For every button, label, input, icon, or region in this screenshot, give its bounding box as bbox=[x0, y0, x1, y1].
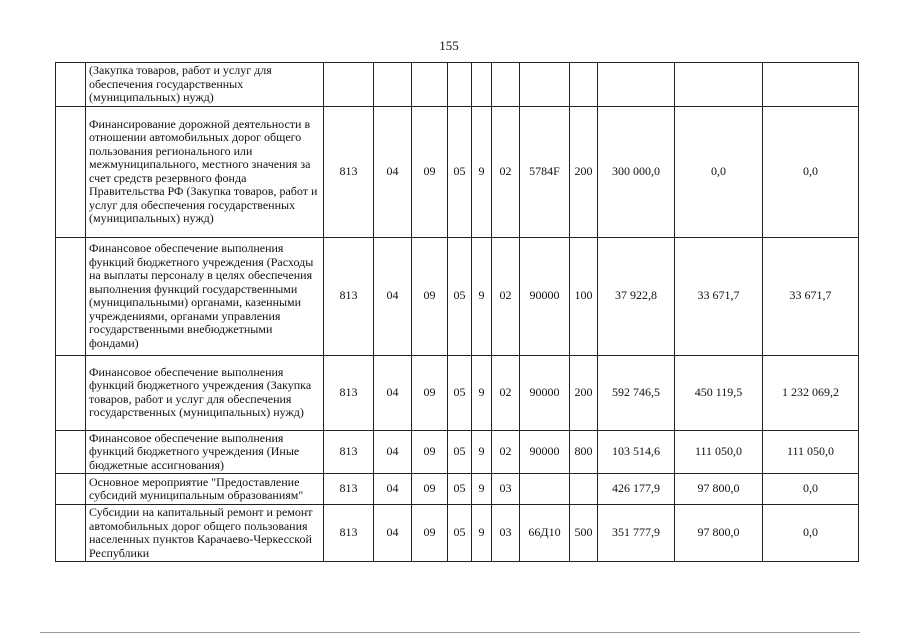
expense-name-cell: (Закупка товаров, работ и услуг для обеспечения государственных (муниципальных) нужд) bbox=[86, 63, 324, 107]
amount-year2-cell: 97 800,0 bbox=[675, 505, 763, 562]
section-code-cell: 04 bbox=[374, 474, 412, 505]
table-row bbox=[56, 505, 859, 562]
subprogram-code-cell: 9 bbox=[472, 237, 492, 355]
table-row bbox=[56, 106, 859, 237]
subsection-code-cell: 09 bbox=[412, 355, 448, 430]
amount-year1-cell: 426 177,9 bbox=[598, 474, 675, 505]
activity-code-cell: 02 bbox=[492, 106, 520, 237]
section-code-cell: 04 bbox=[374, 505, 412, 562]
amount-year3-cell: 1 232 069,2 bbox=[763, 355, 859, 430]
row-number-cell bbox=[56, 237, 86, 355]
section-code-cell: 04 bbox=[374, 355, 412, 430]
amount-year2-cell: 33 671,7 bbox=[675, 237, 763, 355]
program-code-cell: 05 bbox=[448, 430, 472, 474]
program-code-cell: 05 bbox=[448, 474, 472, 505]
expense-type-code-cell bbox=[570, 63, 598, 107]
subsection-code-cell: 09 bbox=[412, 474, 448, 505]
section-code-cell: 04 bbox=[374, 430, 412, 474]
activity-code-cell: 02 bbox=[492, 430, 520, 474]
activity-code-cell: 03 bbox=[492, 474, 520, 505]
program-code-cell: 05 bbox=[448, 106, 472, 237]
activity-code-cell: 03 bbox=[492, 505, 520, 562]
expense-name-cell: Финансовое обеспечение выполнения функций бюджетного учреждения (Расходы на выплаты персоналу в целях обеспечения выполнения функций государственными (муниципальными) органами, казенными учреждениями, органами управления государственными внебюджетными фондами) bbox=[86, 237, 324, 355]
department-code-cell: 813 bbox=[324, 474, 374, 505]
table-row bbox=[56, 430, 859, 474]
activity-code-cell bbox=[492, 63, 520, 107]
amount-year3-cell: 0,0 bbox=[763, 505, 859, 562]
row-number-cell bbox=[56, 430, 86, 474]
amount-year2-cell: 97 800,0 bbox=[675, 474, 763, 505]
activity-code-cell: 02 bbox=[492, 237, 520, 355]
amount-year3-cell: 111 050,0 bbox=[763, 430, 859, 474]
expense-name-cell: Финансирование дорожной деятельности в отношении автомобильных дорог общего пользования регионального или межмуниципального, местного значения за счет средств резервного фонда Правительства РФ (Закупка товаров, работ и услуг для обеспечения государственных (муниципальных) нужд) bbox=[86, 106, 324, 237]
subsection-code-cell: 09 bbox=[412, 106, 448, 237]
subprogram-code-cell: 9 bbox=[472, 355, 492, 430]
budget-table bbox=[55, 62, 859, 562]
table-row bbox=[56, 355, 859, 430]
direction-code-cell: 66Д10 bbox=[520, 505, 570, 562]
program-code-cell bbox=[448, 63, 472, 107]
amount-year1-cell: 103 514,6 bbox=[598, 430, 675, 474]
direction-code-cell: 90000 bbox=[520, 355, 570, 430]
amount-year1-cell: 592 746,5 bbox=[598, 355, 675, 430]
subprogram-code-cell: 9 bbox=[472, 430, 492, 474]
row-number-cell bbox=[56, 355, 86, 430]
expense-name-cell: Финансовое обеспечение выполнения функций бюджетного учреждения (Закупка товаров, работ и услуг для обеспечения государственных (муниципальных) нужд) bbox=[86, 355, 324, 430]
amount-year3-cell: 0,0 bbox=[763, 474, 859, 505]
row-number-cell bbox=[56, 63, 86, 107]
direction-code-cell bbox=[520, 63, 570, 107]
section-code-cell: 04 bbox=[374, 237, 412, 355]
direction-code-cell: 5784F bbox=[520, 106, 570, 237]
amount-year2-cell: 0,0 bbox=[675, 106, 763, 237]
expense-type-code-cell: 800 bbox=[570, 430, 598, 474]
direction-code-cell: 90000 bbox=[520, 430, 570, 474]
department-code-cell: 813 bbox=[324, 505, 374, 562]
subsection-code-cell: 09 bbox=[412, 505, 448, 562]
subprogram-code-cell bbox=[472, 63, 492, 107]
row-number-cell bbox=[56, 474, 86, 505]
program-code-cell: 05 bbox=[448, 355, 472, 430]
expense-type-code-cell: 200 bbox=[570, 106, 598, 237]
table-body bbox=[56, 63, 859, 562]
department-code-cell: 813 bbox=[324, 237, 374, 355]
subprogram-code-cell: 9 bbox=[472, 505, 492, 562]
amount-year3-cell bbox=[763, 63, 859, 107]
expense-type-code-cell bbox=[570, 474, 598, 505]
table-row bbox=[56, 237, 859, 355]
subsection-code-cell: 09 bbox=[412, 430, 448, 474]
amount-year2-cell: 111 050,0 bbox=[675, 430, 763, 474]
amount-year2-cell bbox=[675, 63, 763, 107]
program-code-cell: 05 bbox=[448, 505, 472, 562]
department-code-cell bbox=[324, 63, 374, 107]
expense-name-cell: Основное мероприятие "Предоставление субсидий муниципальным образованиям" bbox=[86, 474, 324, 505]
table-row bbox=[56, 63, 859, 107]
expense-type-code-cell: 500 bbox=[570, 505, 598, 562]
row-number-cell bbox=[56, 106, 86, 237]
amount-year1-cell bbox=[598, 63, 675, 107]
direction-code-cell bbox=[520, 474, 570, 505]
amount-year3-cell: 33 671,7 bbox=[763, 237, 859, 355]
amount-year1-cell: 37 922,8 bbox=[598, 237, 675, 355]
amount-year1-cell: 300 000,0 bbox=[598, 106, 675, 237]
expense-name-cell: Субсидии на капитальный ремонт и ремонт автомобильных дорог общего пользования населенных пунктов Карачаево-Черкесской Республики bbox=[86, 505, 324, 562]
expense-type-code-cell: 100 bbox=[570, 237, 598, 355]
amount-year2-cell: 450 119,5 bbox=[675, 355, 763, 430]
activity-code-cell: 02 bbox=[492, 355, 520, 430]
row-number-cell bbox=[56, 505, 86, 562]
subsection-code-cell bbox=[412, 63, 448, 107]
department-code-cell: 813 bbox=[324, 430, 374, 474]
expense-name-cell: Финансовое обеспечение выполнения функций бюджетного учреждения (Иные бюджетные ассигнования) bbox=[86, 430, 324, 474]
program-code-cell: 05 bbox=[448, 237, 472, 355]
section-code-cell: 04 bbox=[374, 106, 412, 237]
page-bottom-line bbox=[40, 632, 860, 633]
expense-type-code-cell: 200 bbox=[570, 355, 598, 430]
section-code-cell bbox=[374, 63, 412, 107]
table-row bbox=[56, 474, 859, 505]
amount-year1-cell: 351 777,9 bbox=[598, 505, 675, 562]
subsection-code-cell: 09 bbox=[412, 237, 448, 355]
page-number: 155 bbox=[439, 38, 459, 53]
department-code-cell: 813 bbox=[324, 355, 374, 430]
amount-year3-cell: 0,0 bbox=[763, 106, 859, 237]
direction-code-cell: 90000 bbox=[520, 237, 570, 355]
subprogram-code-cell: 9 bbox=[472, 474, 492, 505]
department-code-cell: 813 bbox=[324, 106, 374, 237]
subprogram-code-cell: 9 bbox=[472, 106, 492, 237]
